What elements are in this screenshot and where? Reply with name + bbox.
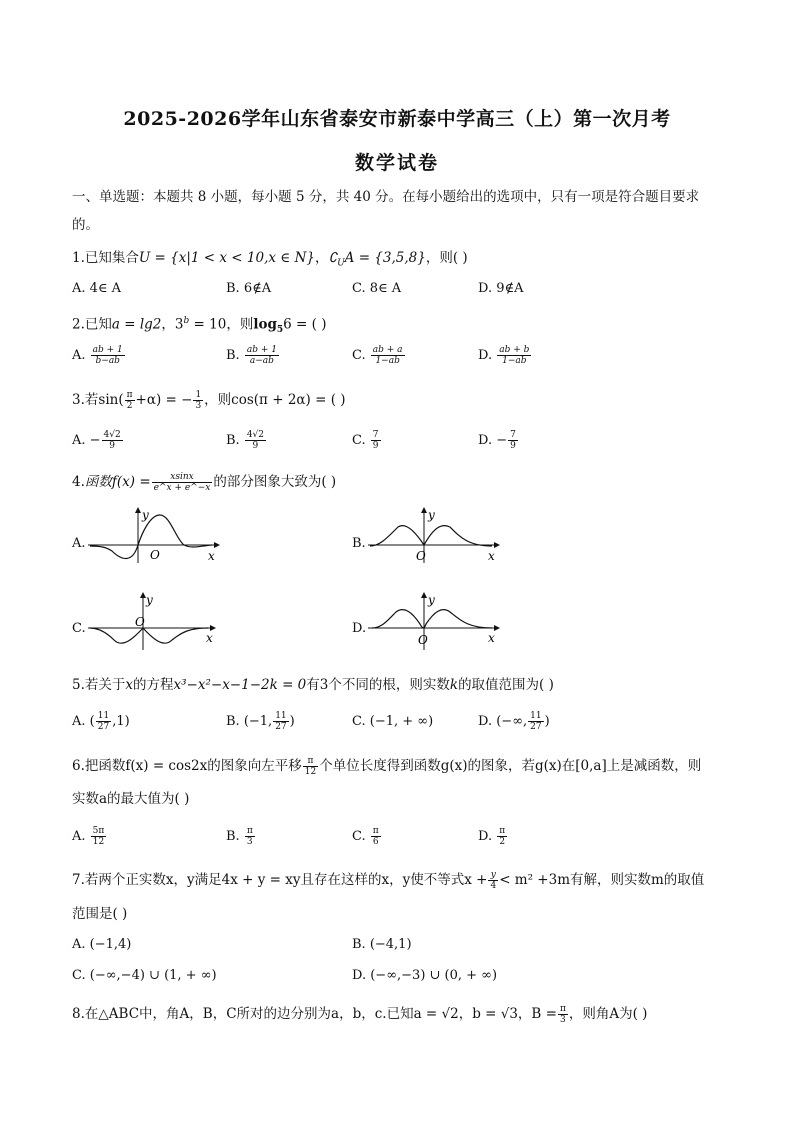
q8-f-num: π xyxy=(559,1004,566,1014)
q1-complement-sub: U xyxy=(337,258,345,269)
q2-sep: ， xyxy=(161,316,175,333)
q5-b-post: ) xyxy=(289,714,295,729)
q3-f2-den: 3 xyxy=(195,401,202,411)
q6-option-a[interactable] xyxy=(72,826,107,847)
q3-b-den: 9 xyxy=(252,441,259,451)
q4-f-den: e^x + e^−x xyxy=(153,483,211,493)
q6-b-den: 3 xyxy=(246,837,253,847)
q4-graph-b[interactable] xyxy=(368,505,504,565)
q2-expr-2: 3 xyxy=(174,316,184,333)
q1-number: 1. xyxy=(72,250,85,266)
q5-d-num: 11 xyxy=(530,711,542,721)
q2-b-den: a−ab xyxy=(249,356,274,366)
q5-text-2: 的方程 xyxy=(133,677,174,693)
q6-number: 6. xyxy=(72,758,85,774)
question-8 xyxy=(72,1004,647,1025)
q2-c-den: 1−ab xyxy=(375,356,400,366)
q4-frac xyxy=(152,472,213,493)
q7-text-1: 若两个正实数x，y满足4x + y = xy且存在这样的x，y使不等式x + xyxy=(84,872,488,888)
q2-d-num: ab + b xyxy=(499,345,530,355)
question-7-cont xyxy=(72,905,127,923)
section-line-1: 一、单选题：本题共 8 小题，每小题 5 分，共 40 分。在每小题给出的选项中，只有一项是符合题目要求 xyxy=(72,189,700,205)
question-6-cont xyxy=(72,790,189,808)
q3-a-num: 4√2 xyxy=(103,430,121,440)
q3-a-label: A. − xyxy=(72,433,101,448)
q5-b-den: 27 xyxy=(275,722,287,732)
question-5 xyxy=(72,676,554,694)
q4-tail: 的部分图象大致为( ) xyxy=(213,474,337,490)
q5-text-3: 有3个不同的根，则实数 xyxy=(306,677,450,693)
section-heading xyxy=(72,188,699,206)
q2-d-den: 1−ab xyxy=(502,356,527,366)
question-6 xyxy=(72,756,701,777)
q1-option-d[interactable]: D. 9∉A xyxy=(478,281,524,296)
q2-option-d[interactable] xyxy=(478,345,532,366)
q3-d-frac xyxy=(508,430,518,451)
q4-d-origin: O xyxy=(418,633,428,647)
q4-b-y-label: y xyxy=(428,508,435,522)
q3-f1-den: 2 xyxy=(126,401,133,411)
q2-log: log xyxy=(253,316,277,333)
q4-option-c[interactable]: C. xyxy=(72,621,86,636)
q4-number: 4. xyxy=(72,474,85,490)
q4-c-x-label: x xyxy=(206,631,213,645)
q6-c-label: C. xyxy=(352,829,366,844)
q1-option-c[interactable]: C. 8∈ A xyxy=(352,281,402,296)
q7-number: 7. xyxy=(72,872,85,888)
q6-d-den: 2 xyxy=(499,837,506,847)
q5-d-den: 27 xyxy=(530,722,542,732)
q3-c-den: 9 xyxy=(372,441,379,451)
q4-a-y-label: y xyxy=(142,508,149,522)
q3-d-den: 9 xyxy=(510,441,516,451)
q4-c-origin: O xyxy=(135,615,145,629)
q5-b-label: B. (−1, xyxy=(226,714,273,729)
q2-option-b[interactable] xyxy=(226,345,280,366)
q5-d-label: D. (−∞, xyxy=(478,714,528,729)
q5-a-num: 11 xyxy=(97,711,110,721)
q4-option-b[interactable]: B. xyxy=(352,536,366,551)
q4-option-a[interactable]: A. xyxy=(72,536,86,551)
q4-graph-d[interactable] xyxy=(368,590,504,655)
q3-d-label: D. − xyxy=(478,433,508,448)
q7-option-d[interactable]: D. (−∞,−3) ∪ (0, + ∞) xyxy=(352,968,498,983)
q4-f-num: xsinx xyxy=(152,472,213,483)
section-line-2: 的。 xyxy=(72,217,99,233)
q1-set-u: U = {x|1 < x < 10,x ∈ N} xyxy=(138,250,315,266)
q4-b-origin: O xyxy=(416,549,426,563)
question-4 xyxy=(72,472,336,493)
q5-var-k: k xyxy=(449,677,459,693)
q5-text-1: 若关于 xyxy=(84,677,126,693)
q6-c-frac xyxy=(371,826,381,847)
q6-a-frac xyxy=(91,826,107,847)
q6-text-2: 个单位长度得到函数g(x)的图象，若g(x)在[0,a]上是减函数，则 xyxy=(319,758,702,774)
q3-frac-2 xyxy=(193,390,203,411)
q2-c-num: ab + a xyxy=(372,345,403,355)
q3-b-label: B. xyxy=(226,433,240,448)
q3-f1-num: π xyxy=(126,390,133,400)
q6-a-den: 12 xyxy=(92,837,105,847)
q2-b-num: ab + 1 xyxy=(246,345,277,355)
q3-option-d[interactable] xyxy=(478,430,519,451)
q3-c-label: C. xyxy=(352,433,366,448)
question-2 xyxy=(72,312,326,339)
q4-graph-a[interactable] xyxy=(88,505,224,565)
q2-a-label: A. xyxy=(72,348,86,363)
question-3 xyxy=(72,390,346,411)
q5-b-num: 11 xyxy=(275,711,287,721)
page-title: 2025-2026学年山东省泰安市新泰中学高三（上）第一次月考 xyxy=(123,108,671,130)
q4-option-d[interactable]: D. xyxy=(352,621,367,636)
q2-option-c[interactable] xyxy=(352,345,406,366)
q2-c-frac xyxy=(371,345,405,366)
q6-d-label: D. xyxy=(478,829,493,844)
q4-b-x-label: x xyxy=(488,549,495,563)
q3-frac-1 xyxy=(125,390,135,411)
q7-option-c[interactable]: C. (−∞,−4) ∪ (1, + ∞) xyxy=(72,968,217,983)
question-1 xyxy=(72,249,468,273)
q6-option-d[interactable] xyxy=(478,826,508,847)
q3-mid: +α) = − xyxy=(135,392,193,408)
q2-c-label: C. xyxy=(352,348,366,363)
q6-option-b[interactable] xyxy=(226,826,256,847)
q7-text-3: 范围是( ) xyxy=(72,906,128,922)
q6-frac xyxy=(303,756,318,777)
q5-d-post: ) xyxy=(544,714,550,729)
q3-f2-num: 1 xyxy=(195,390,202,400)
q7-option-b[interactable]: B. (−4,1) xyxy=(352,937,412,952)
q4-d-x-label: x xyxy=(488,631,495,645)
q6-d-frac xyxy=(497,826,507,847)
q4-d-y-label: y xyxy=(428,593,435,607)
q3-text: 若sin( xyxy=(84,392,124,408)
q6-c-num: π xyxy=(372,826,379,836)
q3-d-num: 7 xyxy=(510,430,516,440)
q4-graph-c[interactable] xyxy=(88,590,224,655)
q2-expr-2b: = 10 xyxy=(189,316,227,333)
q2-tail: 6 = ( ) xyxy=(283,316,327,333)
q6-f-den: 12 xyxy=(304,767,317,777)
q5-text-4: 的取值范围为( ) xyxy=(458,677,554,693)
q8-frac xyxy=(558,1004,568,1025)
q5-option-b[interactable] xyxy=(226,711,295,732)
q2-mid: ，则 xyxy=(226,316,254,333)
q6-a-label: A. xyxy=(72,829,86,844)
q6-b-frac xyxy=(245,826,255,847)
q5-a-frac xyxy=(96,711,111,732)
page-subtitle: 数学试卷 xyxy=(354,152,439,174)
q2-expr-1: a = lg2 xyxy=(111,316,162,333)
q2-d-label: D. xyxy=(478,348,493,363)
q1-text: 已知集合 xyxy=(84,250,139,266)
q5-number: 5. xyxy=(72,677,85,693)
q5-option-c[interactable]: C. (−1, + ∞) xyxy=(352,714,434,729)
q3-c-num: 7 xyxy=(372,430,379,440)
q6-f-num: π xyxy=(303,756,318,767)
q5-option-a[interactable] xyxy=(72,711,130,732)
question-7 xyxy=(72,870,704,891)
q4-a-x-label: x xyxy=(208,549,215,563)
q8-text-2: ，则角A为( ) xyxy=(568,1006,648,1022)
q2-text: 已知 xyxy=(84,316,112,333)
q2-d-frac xyxy=(497,345,531,366)
q1-complement: ∁ xyxy=(328,250,338,266)
q8-text-1: 在△ABC中，角A，B，C所对的边分别为a，b，c.已知a = √2，b = √3，B = xyxy=(84,1006,557,1022)
q3-option-b[interactable] xyxy=(226,430,267,451)
q5-a-label: A. ( xyxy=(72,714,95,729)
section-heading-cont xyxy=(72,216,99,234)
q5-d-frac xyxy=(528,711,543,732)
q1-sep: ， xyxy=(314,250,329,266)
q3-tail: ，则cos(π + 2α) = ( ) xyxy=(204,392,346,408)
q6-b-num: π xyxy=(246,826,253,836)
q2-log-base: 5 xyxy=(276,325,284,336)
q3-option-a[interactable] xyxy=(72,430,124,451)
q3-b-num: 4√2 xyxy=(246,430,265,440)
q7-text-2: < m² +3m有解，则实数m的取值 xyxy=(499,872,705,888)
q6-option-c[interactable] xyxy=(352,826,382,847)
q6-d-num: π xyxy=(499,826,506,836)
q2-a-num: ab + 1 xyxy=(92,345,123,355)
q3-b-frac xyxy=(245,430,266,451)
q2-b-frac xyxy=(245,345,279,366)
q3-c-frac xyxy=(371,430,381,451)
q2-a-frac xyxy=(91,345,125,366)
q5-b-frac xyxy=(273,711,288,732)
q7-frac xyxy=(488,870,498,891)
q5-a-den: 27 xyxy=(97,722,110,732)
q7-option-a[interactable]: A. (−1,4) xyxy=(72,937,132,952)
q2-expr-2-sup: b xyxy=(183,316,190,326)
q1-option-a[interactable]: A. 4∈ A xyxy=(72,281,122,296)
q3-a-frac xyxy=(102,430,123,451)
q1-set-a: A = {3,5,8} xyxy=(344,250,426,266)
q8-f-den: 3 xyxy=(560,1015,566,1025)
q2-number: 2. xyxy=(72,316,85,333)
q4-a-origin: O xyxy=(150,548,160,562)
q7-f-num: y xyxy=(488,870,498,881)
q2-b-label: B. xyxy=(226,348,240,363)
q3-a-den: 9 xyxy=(109,441,115,451)
q8-number: 8. xyxy=(72,1006,85,1022)
q2-option-a[interactable] xyxy=(72,345,126,366)
q1-option-b[interactable]: B. 6∉A xyxy=(226,281,272,296)
q5-option-d[interactable] xyxy=(478,711,550,732)
q6-c-den: 6 xyxy=(372,837,379,847)
q3-option-c[interactable] xyxy=(352,430,382,451)
q6-a-num: 5π xyxy=(92,826,105,836)
q6-b-label: B. xyxy=(226,829,240,844)
q1-tail: ，则( ) xyxy=(425,250,468,266)
q6-text-1: 把函数f(x) = cos2x的图象向左平移 xyxy=(84,758,302,774)
q5-equation: x³−x²−x−1−2k = 0 xyxy=(173,677,307,693)
q3-number: 3. xyxy=(72,392,85,408)
q2-a-den: b−ab xyxy=(95,356,120,366)
q4-c-y-label: y xyxy=(146,593,153,607)
q4-text: 函数f(x) = xyxy=(84,474,151,490)
q5-a-post: ,1) xyxy=(112,714,130,729)
q6-text-3: 实数a的最大值为( ) xyxy=(72,791,190,807)
q7-f-den: 4 xyxy=(490,881,497,891)
q5-var-x: x xyxy=(125,677,134,693)
